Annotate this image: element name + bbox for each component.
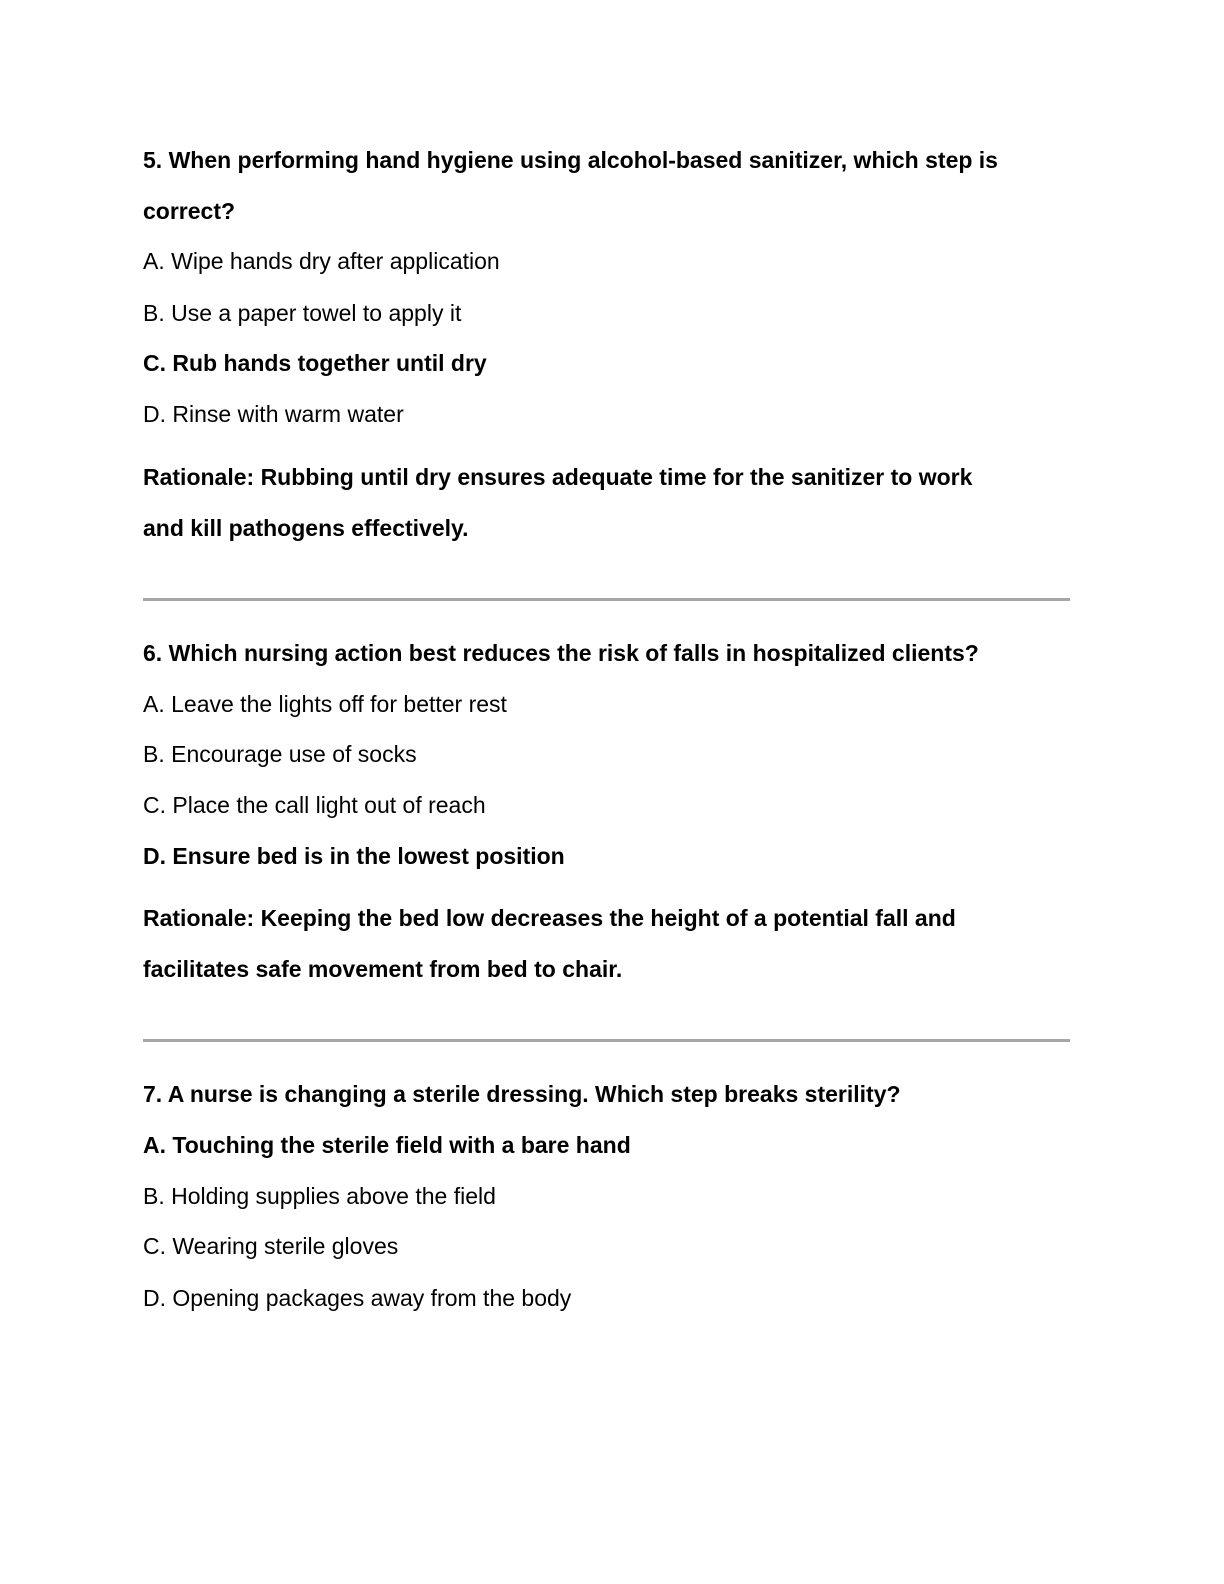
question-6-rationale-line-2: facilitates safe movement from bed to chair. (143, 956, 623, 982)
question-6-rationale-line-1: Rationale: Keeping the bed low decreases the height of a potential fall and (143, 905, 956, 931)
question-5-rationale-line-2: and kill pathogens effectively. (143, 515, 469, 541)
question-5-rationale-line-1: Rationale: Rubbing until dry ensures adequate time for the sanitizer to work (143, 464, 973, 490)
section-divider (143, 598, 1070, 601)
question-7-option-c: C. Wearing sterile gloves (143, 1233, 399, 1259)
question-7-option-d: D. Opening packages away from the body (143, 1285, 572, 1311)
document-page (143, 0, 1073, 1584)
section-divider (143, 1039, 1070, 1042)
question-5-option-a: A. Wipe hands dry after application (143, 248, 500, 274)
question-6-stem-line-1: 6. Which nursing action best reduces the risk of falls in hospitalized clients? (143, 640, 979, 666)
question-5-option-c-correct: C. Rub hands together until dry (143, 350, 487, 376)
question-5-stem-line-1: 5. When performing hand hygiene using alcohol-based sanitizer, which step is (143, 147, 998, 173)
question-6-option-c: C. Place the call light out of reach (143, 792, 486, 818)
question-7-stem-line-1: 7. A nurse is changing a sterile dressing. Which step breaks sterility? (143, 1081, 901, 1107)
question-5-option-d: D. Rinse with warm water (143, 401, 404, 427)
question-6-option-d-correct: D. Ensure bed is in the lowest position (143, 843, 565, 869)
question-5-option-b: B. Use a paper towel to apply it (143, 300, 462, 326)
question-7-option-b: B. Holding supplies above the field (143, 1183, 496, 1209)
question-6-option-b: B. Encourage use of socks (143, 741, 417, 767)
question-7-option-a-correct: A. Touching the sterile field with a bare hand (143, 1132, 631, 1158)
question-5-stem-line-2: correct? (143, 198, 236, 224)
question-6-option-a: A. Leave the lights off for better rest (143, 691, 507, 717)
